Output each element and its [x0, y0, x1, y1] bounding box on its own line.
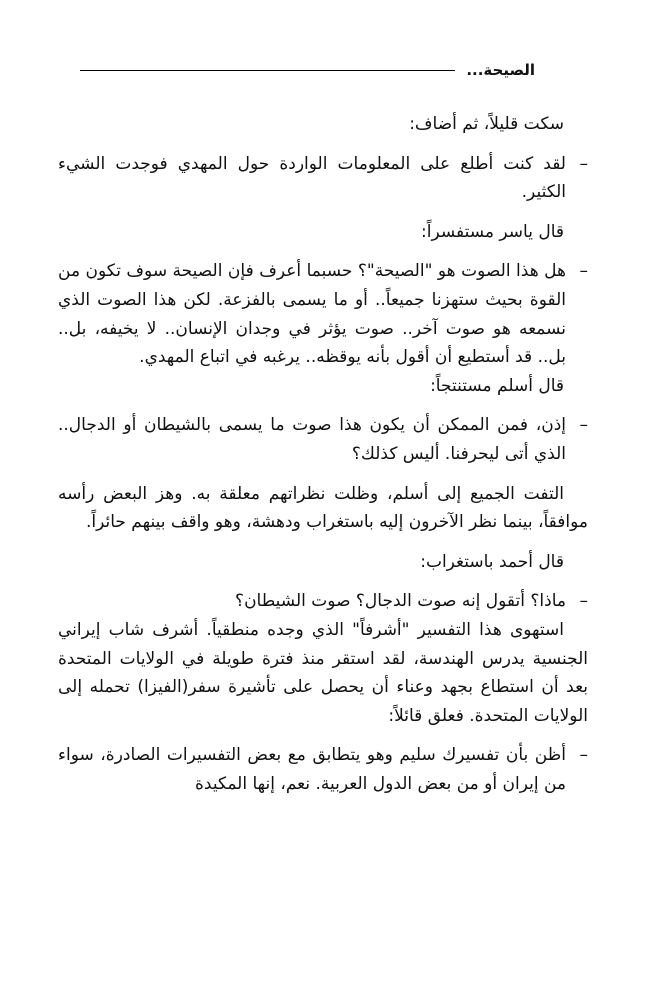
dialogue-line: – إذن، فمن الممكن أن يكون هذا صوت ما يسمى بالشيطان أو الدجال.. الذي أتى ليحرفنا. أليس كذلك؟: [58, 411, 588, 468]
dialogue-line: – ماذا؟ أتقول إنه صوت الدجال؟ صوت الشيطان؟: [58, 587, 588, 616]
narration-paragraph: استهوى هذا التفسير "أشرفاً" الذي وجده منطقياً. أشرف شاب إيراني الجنسية يدرس الهندسة، لقد استقر منذ فترة طويلة في الولايات المتحدة بعد أن استطاع بجهد وعناء أن يحصل على تأشيرة سفر(الفيزا) تحمله إلى الولايات المتحدة. فعلق قائلاً:: [58, 619, 588, 726]
running-header: [80, 60, 535, 80]
narration-paragraph: التفت الجميع إلى أسلم، وظلت نظراتهم معلقة به. وهز البعض رأسه موافقاً، بينما نظر الآخرون إليه باستغراب ودهشة، وهو واقف بينهم حائراً.: [58, 483, 588, 533]
dialogue-line: – هل هذا الصوت هو "الصيحة"؟ حسبما أعرف فإن الصيحة سوف تكون من القوة بحيث ستهزنا جميعاً.. أو ما يسمى بالفزعة. لكن هذا الصوت الذي نسمعه هو صوت آخر.. صوت يؤثر في وجدان الإنسان.. لا يخيفه، بل.. بل.. قد أستطيع أن أقول بأنه يوقظه.. يرغبه في اتباع المهدي.: [58, 257, 588, 371]
header-rule: [80, 70, 455, 71]
narration-line: قال ياسر مستفسراً:: [421, 221, 564, 242]
body-text: [58, 110, 588, 798]
narration-line: سكت قليلاً، ثم أضاف:: [409, 114, 564, 134]
dialogue-line: – أظن بأن تفسيرك سليم وهو يتطابق مع بعض التفسيرات الصادرة، سواء من إيران أو من بعض الدول العربية. نعم، إنها المكيدة: [58, 741, 588, 798]
narration-line: قال أحمد باستغراب:: [420, 551, 564, 572]
narration-line: قال أسلم مستنتجاً:: [430, 375, 564, 396]
dialogue-line: – لقد كنت أطلع على المعلومات الواردة حول المهدي فوجدت الشيء الكثير.: [58, 150, 588, 207]
running-title: الصيحة...: [466, 61, 535, 79]
